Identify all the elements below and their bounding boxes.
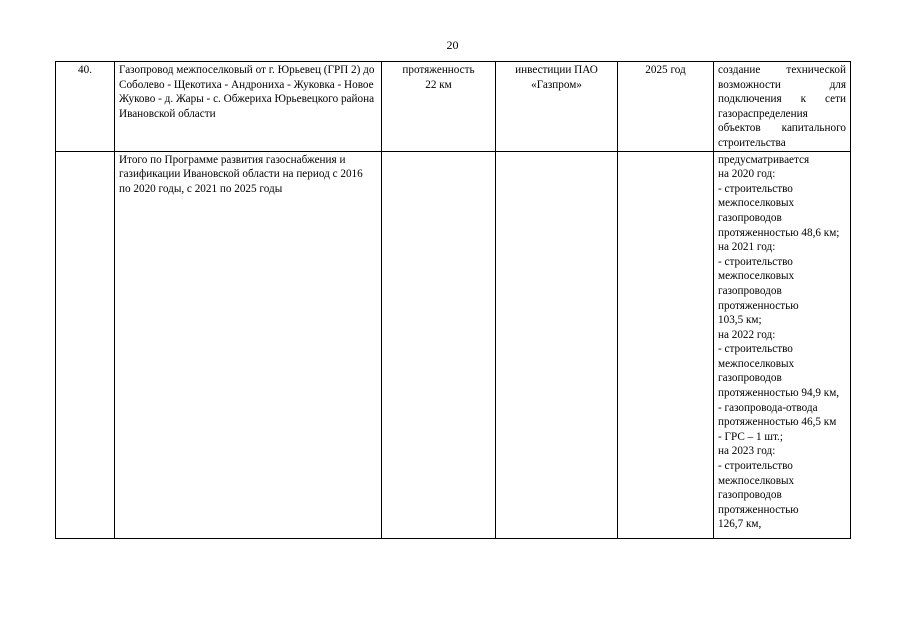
length-value: 22 км [425,78,452,91]
program-table [55,61,851,539]
length-cell [382,151,496,538]
total-result-cell [714,151,851,538]
result-cell [714,62,851,152]
result-line: возможности для [718,78,846,91]
length-cell [382,62,496,152]
total-name: Итого по Программе развития газоснабжения и газификации Ивановской области на период с 2016 по 2020 годы, с 2021 по 2025 годы [119,153,363,195]
result-line: межпоселковых [718,474,795,487]
result-line: межпоселковых [718,197,795,210]
result-line: - строительство [718,460,793,473]
row-number-cell [56,151,115,538]
investment-cell [496,151,618,538]
year-value: 2025 год [645,64,686,76]
row-number-cell [56,62,115,152]
result-line: газораспределения [718,107,808,120]
object-name: Газопровод межпоселковый от г. Юрьевец (ГРП 2) до Соболево - Щекотиха - Андрониха - Жуковка - Новое Жуково - д. Жары - с. Обжериха Юрьевецкого района Ивановской области [119,64,375,120]
result-line: газопроводов [718,284,782,297]
result-line: предусматривается [718,153,810,166]
result-line: подключения к сети [718,93,846,106]
row-number: 40. [78,64,92,76]
result-line: протяженностью 48,6 км; [718,226,840,239]
result-line: газопроводов [718,372,782,385]
result-line: на 2020 год: [718,168,776,181]
result-line: газопроводов [718,211,782,224]
result-line: - ГРС – 1 шт.; [718,430,783,443]
year-cell [618,151,714,538]
result-line: протяженностью 94,9 км, [718,387,840,400]
result-line: на 2021 год: [718,241,776,254]
result-line: на 2022 год: [718,328,776,341]
investment-source: «Газпром» [531,78,582,91]
table-row [56,62,851,152]
result-line: протяженностью 46,5 км [718,416,837,429]
result-line: - строительство [718,343,793,356]
result-line: газопроводов [718,489,782,502]
total-name-cell [115,151,382,538]
result-line: - строительство [718,255,793,268]
result-line: межпоселковых [718,270,795,283]
result-line: строительства [718,136,786,149]
investment-label: инвестиции ПАО [515,64,598,76]
result-line: протяженностью [718,299,799,312]
investment-cell [496,62,618,152]
object-name-cell [115,62,382,152]
result-line: протяженностью [718,503,799,516]
result-line: 103,5 км; [718,314,762,327]
result-line: 126,7 км, [718,518,762,531]
result-line: объектов капитального [718,122,846,135]
result-line: создание технической [718,64,846,76]
table-row [56,151,851,538]
page-number: 20 [446,38,459,52]
result-line: - газопровода-отвода [718,401,818,414]
year-cell [618,62,714,152]
length-label: протяженность [402,64,475,76]
result-line: - строительство [718,182,793,195]
result-line: на 2023 год: [718,445,776,458]
result-line: межпоселковых [718,357,795,370]
